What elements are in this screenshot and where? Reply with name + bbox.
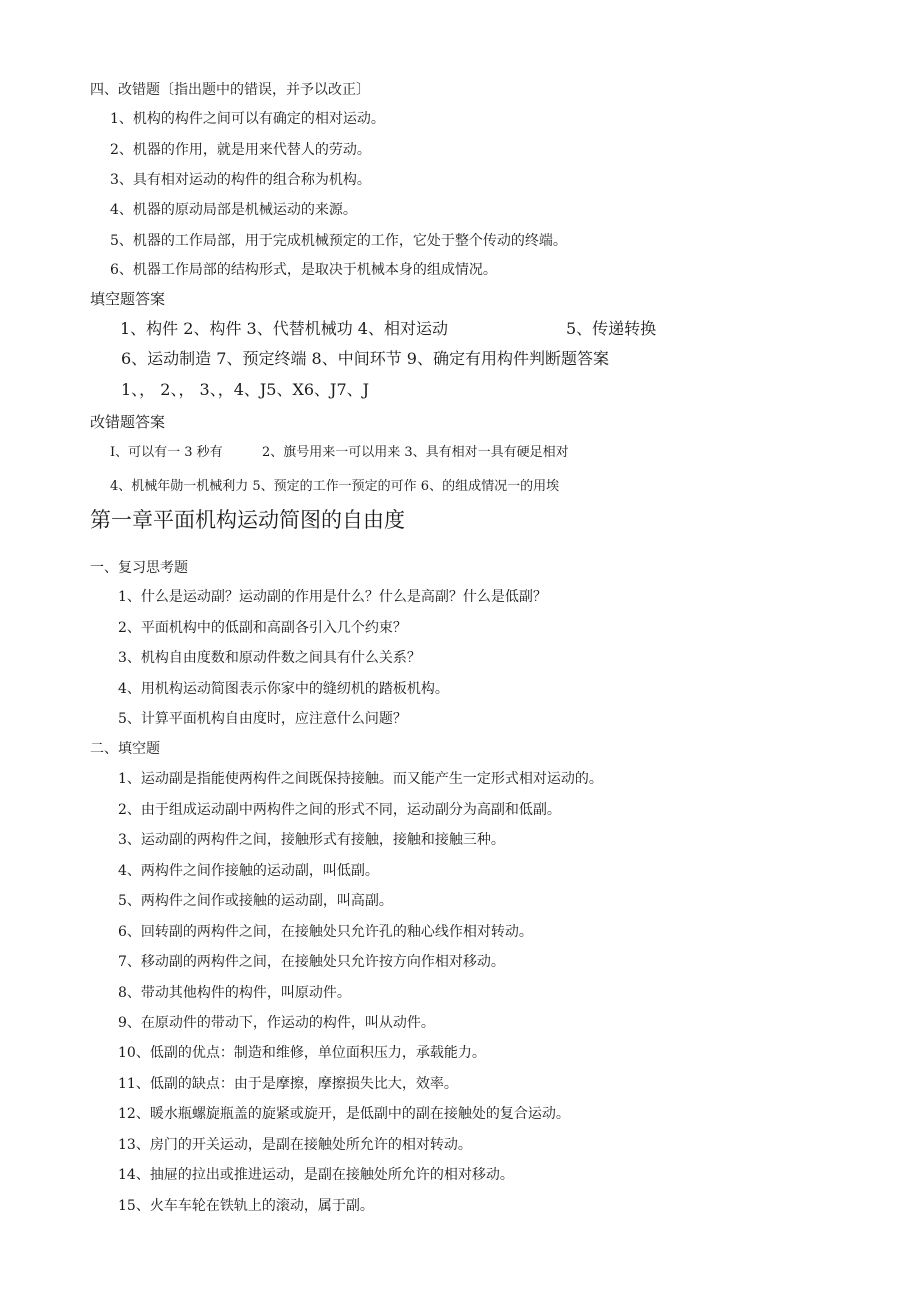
fill-item: 12、暖水瓶螺旋瓶盖的旋紧或旋开，是低副中的副在接触处的复合运动。: [118, 1106, 570, 1122]
fill-item: 8、带动其他构件的构件，叫原动件。: [118, 985, 351, 1001]
correction-answers-line: I、可以有一 3 秒有: [110, 445, 223, 460]
fill-item: 2、由于组成运动副中两构件之间的形式不同，运动副分为高副和低副。: [118, 802, 561, 818]
fill-item: 14、抽屉的拉出或推进运动，是副在接触处所允许的相对移动。: [118, 1167, 514, 1183]
fill-answers-heading: 填空题答案: [90, 290, 166, 308]
fill-answers-line: 1、， 2、， 3、，4、J5、X6、J7、J: [121, 380, 370, 399]
section4-heading: 四、改错题〔指出题中的错误，并予以改正〕: [90, 82, 370, 98]
correction-answers-heading: 改错题答案: [90, 413, 166, 431]
fill-item: 7、移动副的两构件之间，在接触处只允许按方向作相对移动。: [118, 954, 505, 970]
fill-item: 5、两构件之间作或接触的运动副，叫高副。: [118, 893, 393, 909]
section4-item: 5、机器的工作局部，用于完成机械预定的工作，它处于整个传动的终端。: [110, 233, 567, 249]
correction-answers-line: 4、机械年勋一机械利力 5、预定的工作一预定的可作 6、的组成情况一的用埃: [110, 479, 560, 494]
fill-item: 3、运动副的两构件之间，接触形式有接触，接触和接触三种。: [118, 832, 505, 848]
fill-answers-line: 6、运动制造 7、预定终端 8、中间环节 9、确定有用构件判断题答案: [121, 349, 609, 368]
fill-item: 1、运动副是指能使两构件之间既保持接触。而又能产生一定形式相对运动的。: [118, 771, 603, 787]
fill-item: 6、回转副的两构件之间，在接触处只允许孔的釉心线作相对转动。: [118, 924, 533, 940]
fill-answers-line: 5、传递转换: [566, 319, 657, 338]
fill-heading: 二、填空题: [90, 741, 160, 757]
fill-item: 10、低副的优点：制造和维修，单位面积压力，承载能力。: [118, 1045, 486, 1061]
section4-item: 3、具有相对运动的构件的组合称为机构。: [110, 172, 371, 188]
fill-item: 4、两构件之间作接触的运动副，叫低副。: [118, 863, 379, 879]
fill-item: 11、低副的缺点：由于是摩擦，摩擦损失比大，效率。: [118, 1076, 458, 1092]
review-item: 4、用机构运动简图表示你家中的缝纫机的踏板机构。: [118, 681, 449, 697]
review-item: 2、平面机构中的低副和高副各引入几个约束？: [118, 620, 407, 636]
review-heading: 一、复习思考题: [90, 560, 188, 576]
chapter-title: 第一章平面机构运动简图的自由度: [90, 508, 405, 532]
section4-item: 4、机器的原动局部是机械运动的来源。: [110, 202, 357, 218]
correction-answers-line: 2、旗号用来一可以用来 3、具有相对一具有硬足相对: [262, 445, 569, 460]
review-item: 5、计算平面机构自由度时，应注意什么问题？: [118, 711, 407, 727]
section4-item: 1、机构的构件之间可以有确定的相对运动。: [110, 111, 385, 127]
review-item: 1、什么是运动副？运动副的作用是什么？什么是高副？什么是低副？: [118, 589, 547, 605]
fill-answers-line: 1、构件 2、构件 3、代替机械功 4、相对运动: [120, 319, 448, 338]
review-item: 3、机构自由度数和原动件数之间具有什么关系？: [118, 650, 421, 666]
section4-item: 6、机器工作局部的结构形式，是取决于机械本身的组成情况。: [110, 262, 497, 278]
section4-item: 2、机器的作用，就是用来代替人的劳动。: [110, 142, 371, 158]
fill-item: 15、火车车轮在铁轨上的滚动，属于副。: [118, 1198, 374, 1214]
fill-item: 13、房门的开关运动，是副在接触处所允许的相对转动。: [118, 1137, 472, 1153]
fill-item: 9、在原动件的带动下，作运动的构件，叫从动件。: [118, 1015, 435, 1031]
